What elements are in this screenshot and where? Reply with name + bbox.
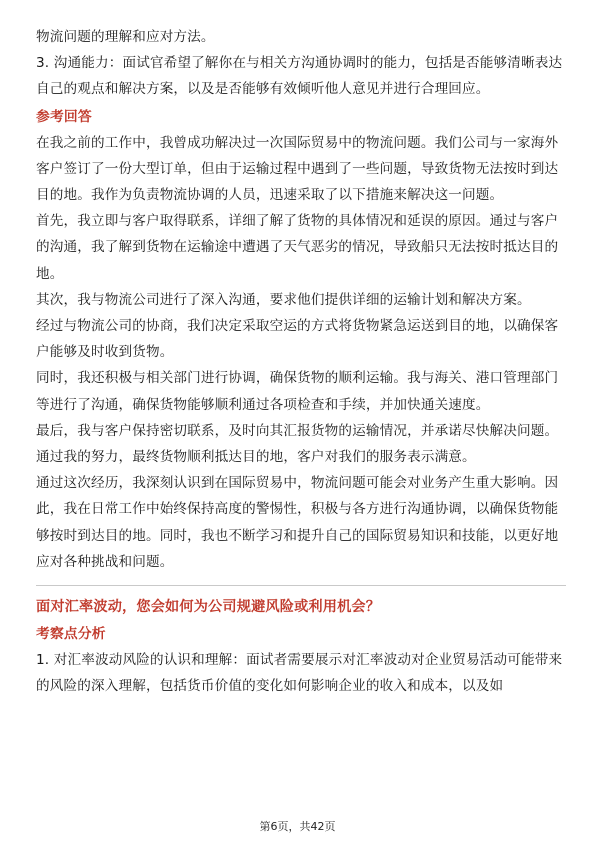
answer-paragraph: 通过这次经历，我深刻认识到在国际贸易中，物流问题可能会对业务产生重大影响。因此，我在日常工作中始终保持高度的警惕性，积极与各方进行沟通协调，以确保货物能够按时到达目的地。同时，我也不断学习和提升自己的国际贸易知识和技能，以更好地应对各种挑战和问题。 bbox=[36, 475, 559, 570]
answer-paragraph: 经过与物流公司的协商，我们决定采取空运的方式将货物紧急运送到目的地，以确保客户能够及时收到货物。 bbox=[36, 318, 559, 361]
analysis-heading: 考察点分析 bbox=[36, 626, 106, 643]
point-3-text: 3. 沟通能力：面试官希望了解你在与相关方沟通协调时的能力，包括是否能够清晰表达自己的观点和解决方案，以及是否能够有效倾听他人意见并进行合理回应。 bbox=[36, 55, 563, 98]
section-divider bbox=[36, 585, 566, 586]
answer-paragraph: 同时，我还积极与相关部门进行协调，确保货物的顺利运输。我与海关、港口管理部门等进行了沟通，确保货物能够顺利通过各项检查和手续，并加快通关速度。 bbox=[36, 370, 559, 413]
page-content bbox=[36, 24, 566, 699]
answer-paragraph: 最后，我与客户保持密切联系，及时向其汇报货物的运输情况，并承诺尽快解决问题。通过我的努力，最终货物顺利抵达目的地，客户对我们的服务表示满意。 bbox=[36, 422, 559, 466]
analysis-point-1-text: 1. 对汇率波动风险的认识和理解：面试者需要展示对汇率波动对企业贸易活动可能带来的风险的深入理解，包括货币价值的变化如何影响企业的收入和成本，以及如 bbox=[36, 652, 563, 695]
answer-paragraph: 其次，我与物流公司进行了深入沟通，要求他们提供详细的运输计划和解决方案。 bbox=[36, 291, 531, 308]
page-number-footer: 第6页，共42页 bbox=[259, 820, 336, 833]
answer-heading: 参考回答 bbox=[36, 108, 92, 125]
question-heading: 面对汇率波动，您会如何为公司规避风险或利用机会？ bbox=[36, 599, 381, 616]
answer-paragraph: 在我之前的工作中，我曾成功解决过一次国际贸易中的物流问题。我们公司与一家海外客户签订了一份大型订单，但由于运输过程中遇到了一些问题，导致货物无法按时到达目的地。我作为负责物流协调的人员，迅速采取了以下措施来解决这一问题。 bbox=[36, 134, 559, 204]
answer-paragraph: 首先，我立即与客户取得联系，详细了解了货物的具体情况和延误的原因。通过与客户的沟通，我了解到货物在运输途中遭遇了天气恶劣的情况，导致船只无法按时抵达目的地。 bbox=[36, 213, 559, 282]
intro-tail-text: 物流问题的理解和应对方法。 bbox=[36, 29, 215, 45]
